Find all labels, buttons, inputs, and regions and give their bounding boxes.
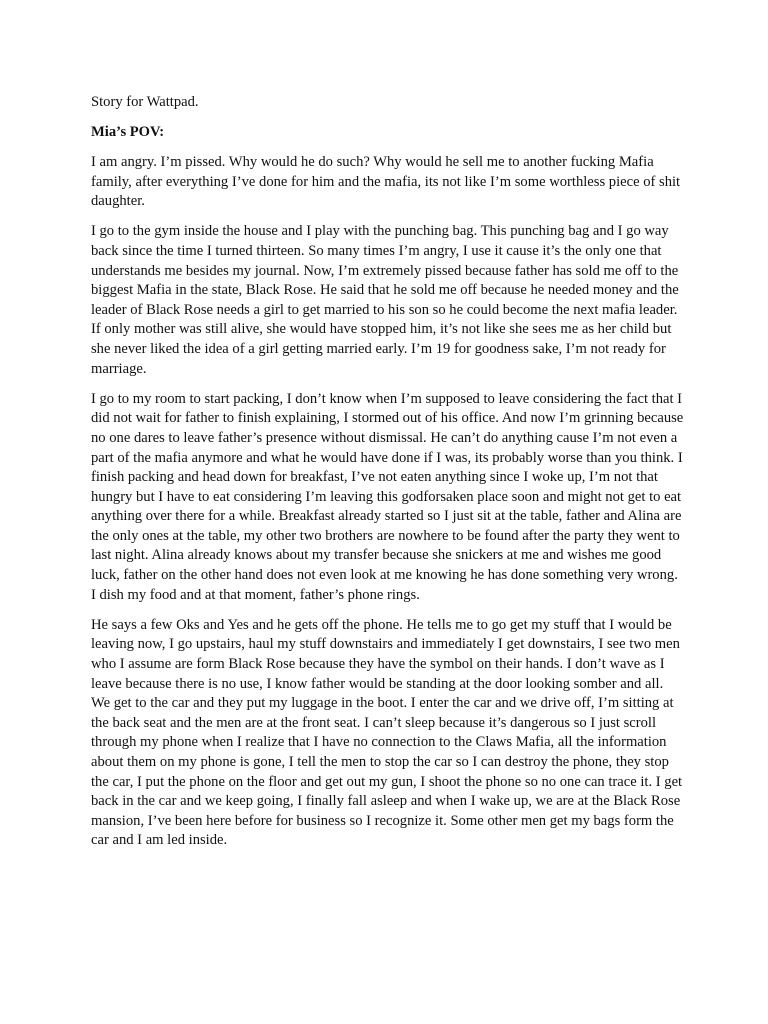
- document-body: [91, 93, 685, 861]
- paragraph-3: I go to my room to start packing, I don’t know when I’m supposed to leave considering the fact that I did not wait for father to finish explaining, I stormed out of his office. And now I’m grinning because no one dares to leave father’s presence without dismissal. He can’t do anything cause I’m not even a part of the mafia anymore and what he would have done if I was, its probably worse than you think. I finish packing and head down for breakfast, I’ve not eaten anything since I woke up, I’m not that hungry but I have to eat considering I’m leaving this godforsaken place soon and might not get to eat anything over there for a while. Breakfast already started so I just sit at the table, father and Alina are the only ones at the table, my other two brothers are nowhere to be found after the party they went to last night. Alina already knows about my transfer because she snickers at me and wishes me good luck, father on the other hand does not even look at me knowing he has done something very wrong. I dish my food and at that moment, father’s phone rings.: [91, 390, 684, 603]
- paragraph-2: I go to the gym inside the house and I play with the punching bag. This punching bag and I go way back since the time I turned thirteen. So many times I’m angry, I use it cause it’s the only one that understands me besides my journal. Now, I’m extremely pissed because father has sold me off to the biggest Mafia in the state, Black Rose. He said that he sold me off because he needed money and the leader of Black Rose needs a girl to get married to his son so he could become the next mafia leader. If only mother was still alive, she would have stopped him, it’s not like she sees me as her child but she never liked the idea of a girl getting married early. I’m 19 for goodness sake, I’m not ready for marriage.: [91, 223, 679, 377]
- document-title: Story for Wattpad.: [91, 94, 199, 110]
- pov-heading: Mia’s POV:: [91, 124, 165, 141]
- paragraph-1: I am angry. I’m pissed. Why would he do such? Why would he sell me to another fucking Mafia family, after everything I’ve done for him and the mafia, its not like I’m some worthless piece of shit daughter.: [91, 154, 681, 210]
- paragraph-4: He says a few Oks and Yes and he gets off the phone. He tells me to go get my stuff that I would be leaving now, I go upstairs, haul my stuff downstairs and immediately I get downstairs, I see two men who I assume are form Black Rose because they have the symbol on their hands. I don’t wave as I leave because there is no use, I know father would be standing at the door looking somber and all. We get to the car and they put my luggage in the boot. I enter the car and we drive off, I’m sitting at the back seat and the men are at the front seat. I can’t sleep because it’s dangerous so I just scroll through my phone when I realize that I have no connection to the Claws Mafia, all the information about them on my phone is gone, I tell the men to stop the car so I can destroy the phone, they stop the car, I put the phone on the floor and get out my gun, I shoot the phone so no one can trace it. I get back in the car and we keep going, I finally fall asleep and when I wake up, we are at the Black Rose mansion, I’ve been here before for business so I recognize it. Some other men get my bags form the car and I am led inside.: [91, 616, 683, 849]
